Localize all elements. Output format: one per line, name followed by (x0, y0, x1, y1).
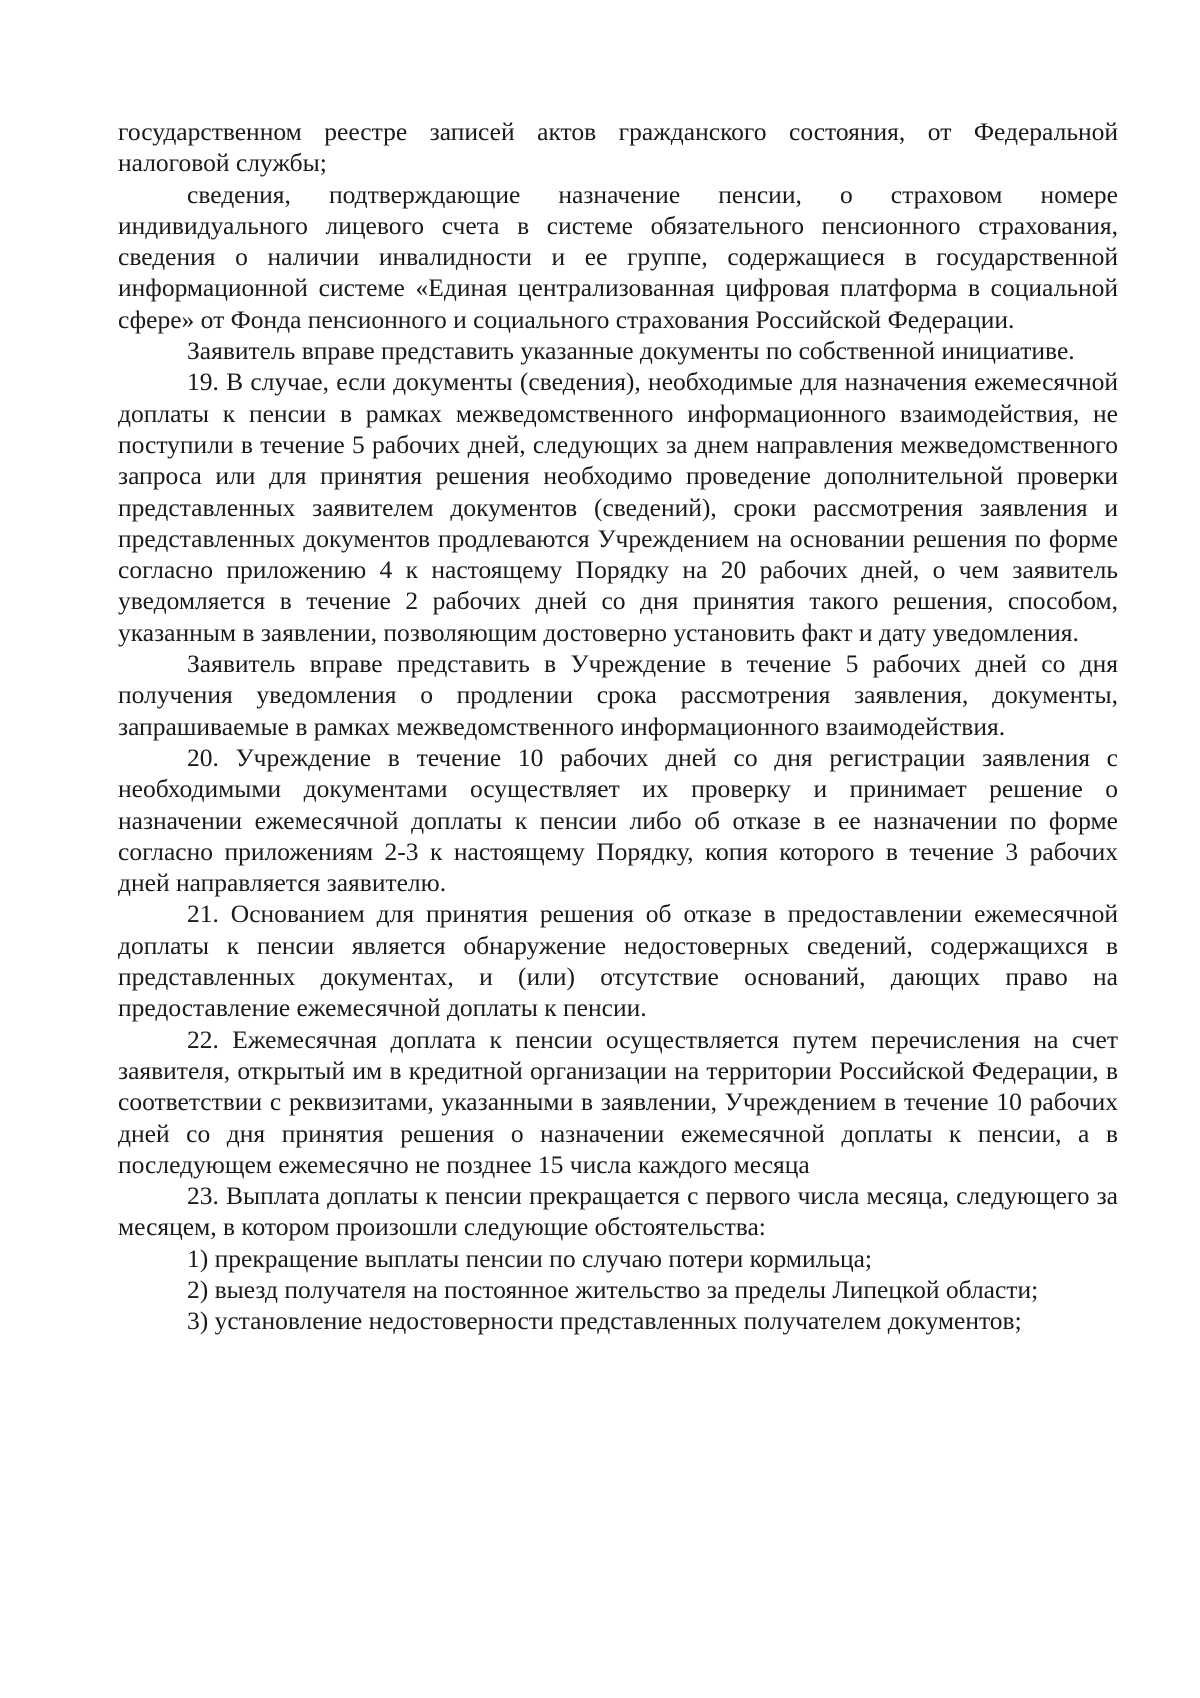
paragraph-clause-23-item-3: 3) установление недостоверности представленных получателем документов; (187, 1306, 1022, 1336)
paragraph-clause-19: 19. В случае, если документы (сведения), необходимые для назначения ежемесячной доплаты к пенсии в рамках межведомственного информационного взаимодействия, не поступили в течение 5 рабочих дней, следующих за днем направления межведомственного запроса или для принятия решения необходимо проведение дополнительной проверки представленных заявителем документов (сведений), сроки рассмотрения заявления и представленных документов продлеваются Учреждением на основании решения по форме согласно приложению 4 к настоящему Порядку на 20 рабочих дней, о чем заявитель уведомляется в течение 2 рабочих дней со дня принятия такого решения, способом, указанным в заявлении, позволяющим достоверно установить факт и дату уведомления. (118, 367, 1118, 647)
paragraph-pension-info: сведения, подтверждающие назначение пенсии, о страховом номере индивидуального лицевого счета в системе обязательного пенсионного страхования, сведения о наличии инвалидности и ее группе, содержащиеся в государственной информационной системе «Единая централизованная цифровая платформа в социальной сфере» от Фонда пенсионного и социального страхования Российской Федерации. (118, 179, 1118, 334)
paragraph-clause-19-right: Заявитель вправе представить в Учреждение в течение 5 рабочих дней со дня получения уведомления о продлении срока рассмотрения заявления, документы, запрашиваемые в рамках межведомственного информационного взаимодействия. (118, 649, 1118, 741)
paragraph-clause-23: 23. Выплата доплаты к пенсии прекращается с первого числа месяца, следующего за месяцем, в котором произошли следующие обстоятельства: (118, 1181, 1118, 1242)
paragraph-clause-23-item-1: 1) прекращение выплаты пенсии по случаю потери кормильца; (187, 1243, 873, 1273)
paragraph-clause-22: 22. Ежемесячная доплата к пенсии осуществляется путем перечисления на счет заявителя, открытый им в кредитной организации на территории Российской Федерации, в соответствии с реквизитами, указанными в заявлении, Учреждением в течение 10 рабочих дней со дня принятия решения о назначении ежемесячной доплаты к пенсии, а в последующем ежемесячно не позднее 15 числа каждого месяца (118, 1024, 1118, 1179)
paragraph-clause-23-item-2: 2) выезд получателя на постоянное жительство за пределы Липецкой области; (187, 1274, 1039, 1304)
paragraph-clause-21: 21. Основанием для принятия решения об отказе в предоставлении ежемесячной доплаты к пенсии является обнаружение недостоверных сведений, содержащихся в представленных документах, и (или) отсутствие оснований, дающих право на предоставление ежемесячной доплаты к пенсии. (118, 899, 1118, 1023)
paragraph-clause-20: 20. Учреждение в течение 10 рабочих дней со дня регистрации заявления с необходимыми документами осуществляет их проверку и принимает решение о назначении ежемесячной доплаты к пенсии либо об отказе в ее назначении по форме согласно приложениям 2-3 к настоящему Порядку, копия которого в течение 3 рабочих дней направляется заявителю. (118, 742, 1118, 898)
paragraph-continuation: государственном реестре записей актов гражданского состояния, от Федеральной налоговой службы; (118, 117, 1118, 178)
paragraph-own-initiative: Заявитель вправе представить указанные документы по собственной инициативе. (187, 336, 1075, 366)
document-page (118, 116, 1118, 1337)
